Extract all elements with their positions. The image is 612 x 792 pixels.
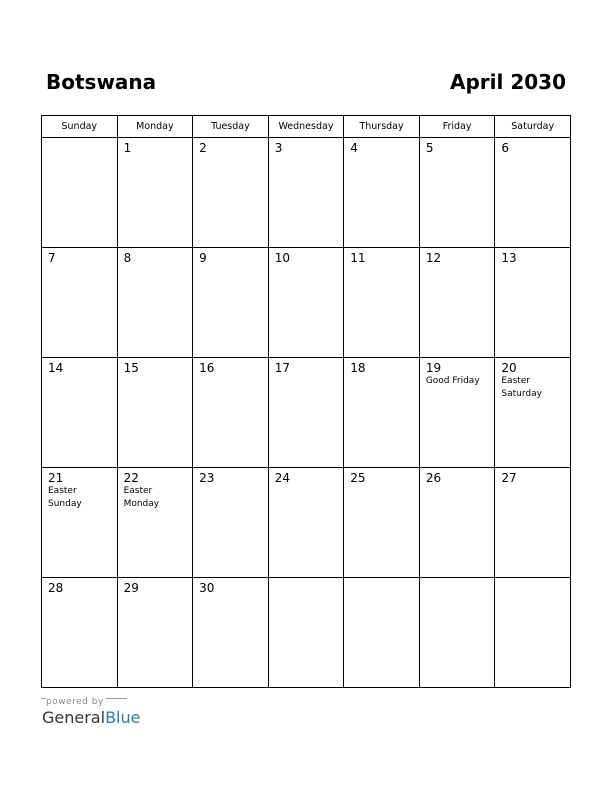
day-cell [42, 248, 118, 358]
day-number: 15 [123, 361, 139, 375]
country-title: Botswana [46, 70, 157, 94]
week-row [42, 358, 571, 468]
day-cell [42, 138, 118, 248]
day-number: 13 [501, 251, 517, 265]
day-cell [495, 578, 571, 688]
day-cell [495, 138, 571, 248]
day-cell [117, 358, 193, 468]
day-cell [193, 138, 269, 248]
day-number: 22 [123, 471, 139, 485]
day-cell [268, 468, 344, 578]
day-number: 7 [48, 251, 56, 265]
day-number: 17 [274, 361, 290, 375]
weekday-header-row [42, 116, 571, 138]
brand-general-text: General [42, 708, 106, 727]
day-number: 16 [199, 361, 215, 375]
day-cell [42, 358, 118, 468]
day-cell [419, 468, 495, 578]
day-cell [268, 578, 344, 688]
day-number: 10 [274, 251, 290, 265]
weekday-header: Thursday [344, 116, 420, 138]
day-number: 11 [350, 251, 366, 265]
day-cell [344, 248, 420, 358]
day-cell [193, 248, 269, 358]
day-cell [344, 358, 420, 468]
day-cell [268, 248, 344, 358]
day-cell [344, 468, 420, 578]
day-number: 30 [199, 581, 215, 595]
day-cell [42, 578, 118, 688]
day-number: 21 [48, 471, 64, 485]
weekday-header: Tuesday [193, 116, 269, 138]
day-number: 5 [425, 141, 434, 155]
day-number: 23 [199, 471, 215, 485]
day-number: 3 [274, 141, 283, 155]
generalblue-logo [42, 708, 140, 727]
day-cell [419, 578, 495, 688]
day-cell [193, 358, 269, 468]
week-row [42, 468, 571, 578]
day-cell [193, 468, 269, 578]
day-cell [495, 358, 571, 468]
day-number: 12 [425, 251, 442, 265]
day-number: 6 [501, 141, 510, 155]
day-cell [268, 138, 344, 248]
day-number: 2 [199, 141, 207, 155]
day-number: 14 [48, 361, 64, 375]
day-cell [344, 138, 420, 248]
day-number: 1 [123, 141, 132, 155]
day-number: 29 [123, 581, 139, 595]
week-row [42, 138, 571, 248]
day-cell [193, 578, 269, 688]
week-row [42, 578, 571, 688]
powered-by-text: powered by [46, 697, 104, 707]
day-number: 28 [48, 581, 64, 595]
holiday-label: Good Friday [425, 376, 480, 386]
weekday-header: Sunday [42, 116, 118, 138]
day-cell [419, 138, 495, 248]
day-cell [419, 248, 495, 358]
holiday-label: Easter Monday [123, 486, 160, 509]
day-cell [268, 358, 344, 468]
holiday-label: Easter Sunday [48, 486, 82, 509]
weekday-header: Wednesday [268, 116, 344, 138]
weekday-header: Monday [117, 116, 193, 138]
day-number: 25 [350, 471, 366, 485]
day-number: 24 [274, 471, 290, 485]
calendar-grid [41, 115, 571, 688]
day-cell [344, 578, 420, 688]
day-cell [117, 248, 193, 358]
day-number: 9 [199, 251, 207, 265]
day-number: 20 [501, 361, 517, 375]
day-number: 4 [350, 141, 358, 155]
day-cell [117, 138, 193, 248]
day-cell [495, 248, 571, 358]
day-cell [42, 468, 118, 578]
weekday-header: Saturday [495, 116, 571, 138]
day-number: 26 [425, 471, 442, 485]
day-cell [117, 468, 193, 578]
day-cell [117, 578, 193, 688]
week-row [42, 248, 571, 358]
day-number: 19 [425, 361, 442, 375]
day-number: 18 [350, 361, 366, 375]
month-year-title: April 2030 [450, 70, 566, 94]
day-cell [419, 358, 495, 468]
day-number: 27 [501, 471, 517, 485]
holiday-label: Easter Saturday [501, 376, 542, 399]
weekday-header: Friday [419, 116, 495, 138]
day-number: 8 [123, 251, 132, 265]
day-cell [495, 468, 571, 578]
brand-blue-text: Blue [105, 708, 141, 727]
